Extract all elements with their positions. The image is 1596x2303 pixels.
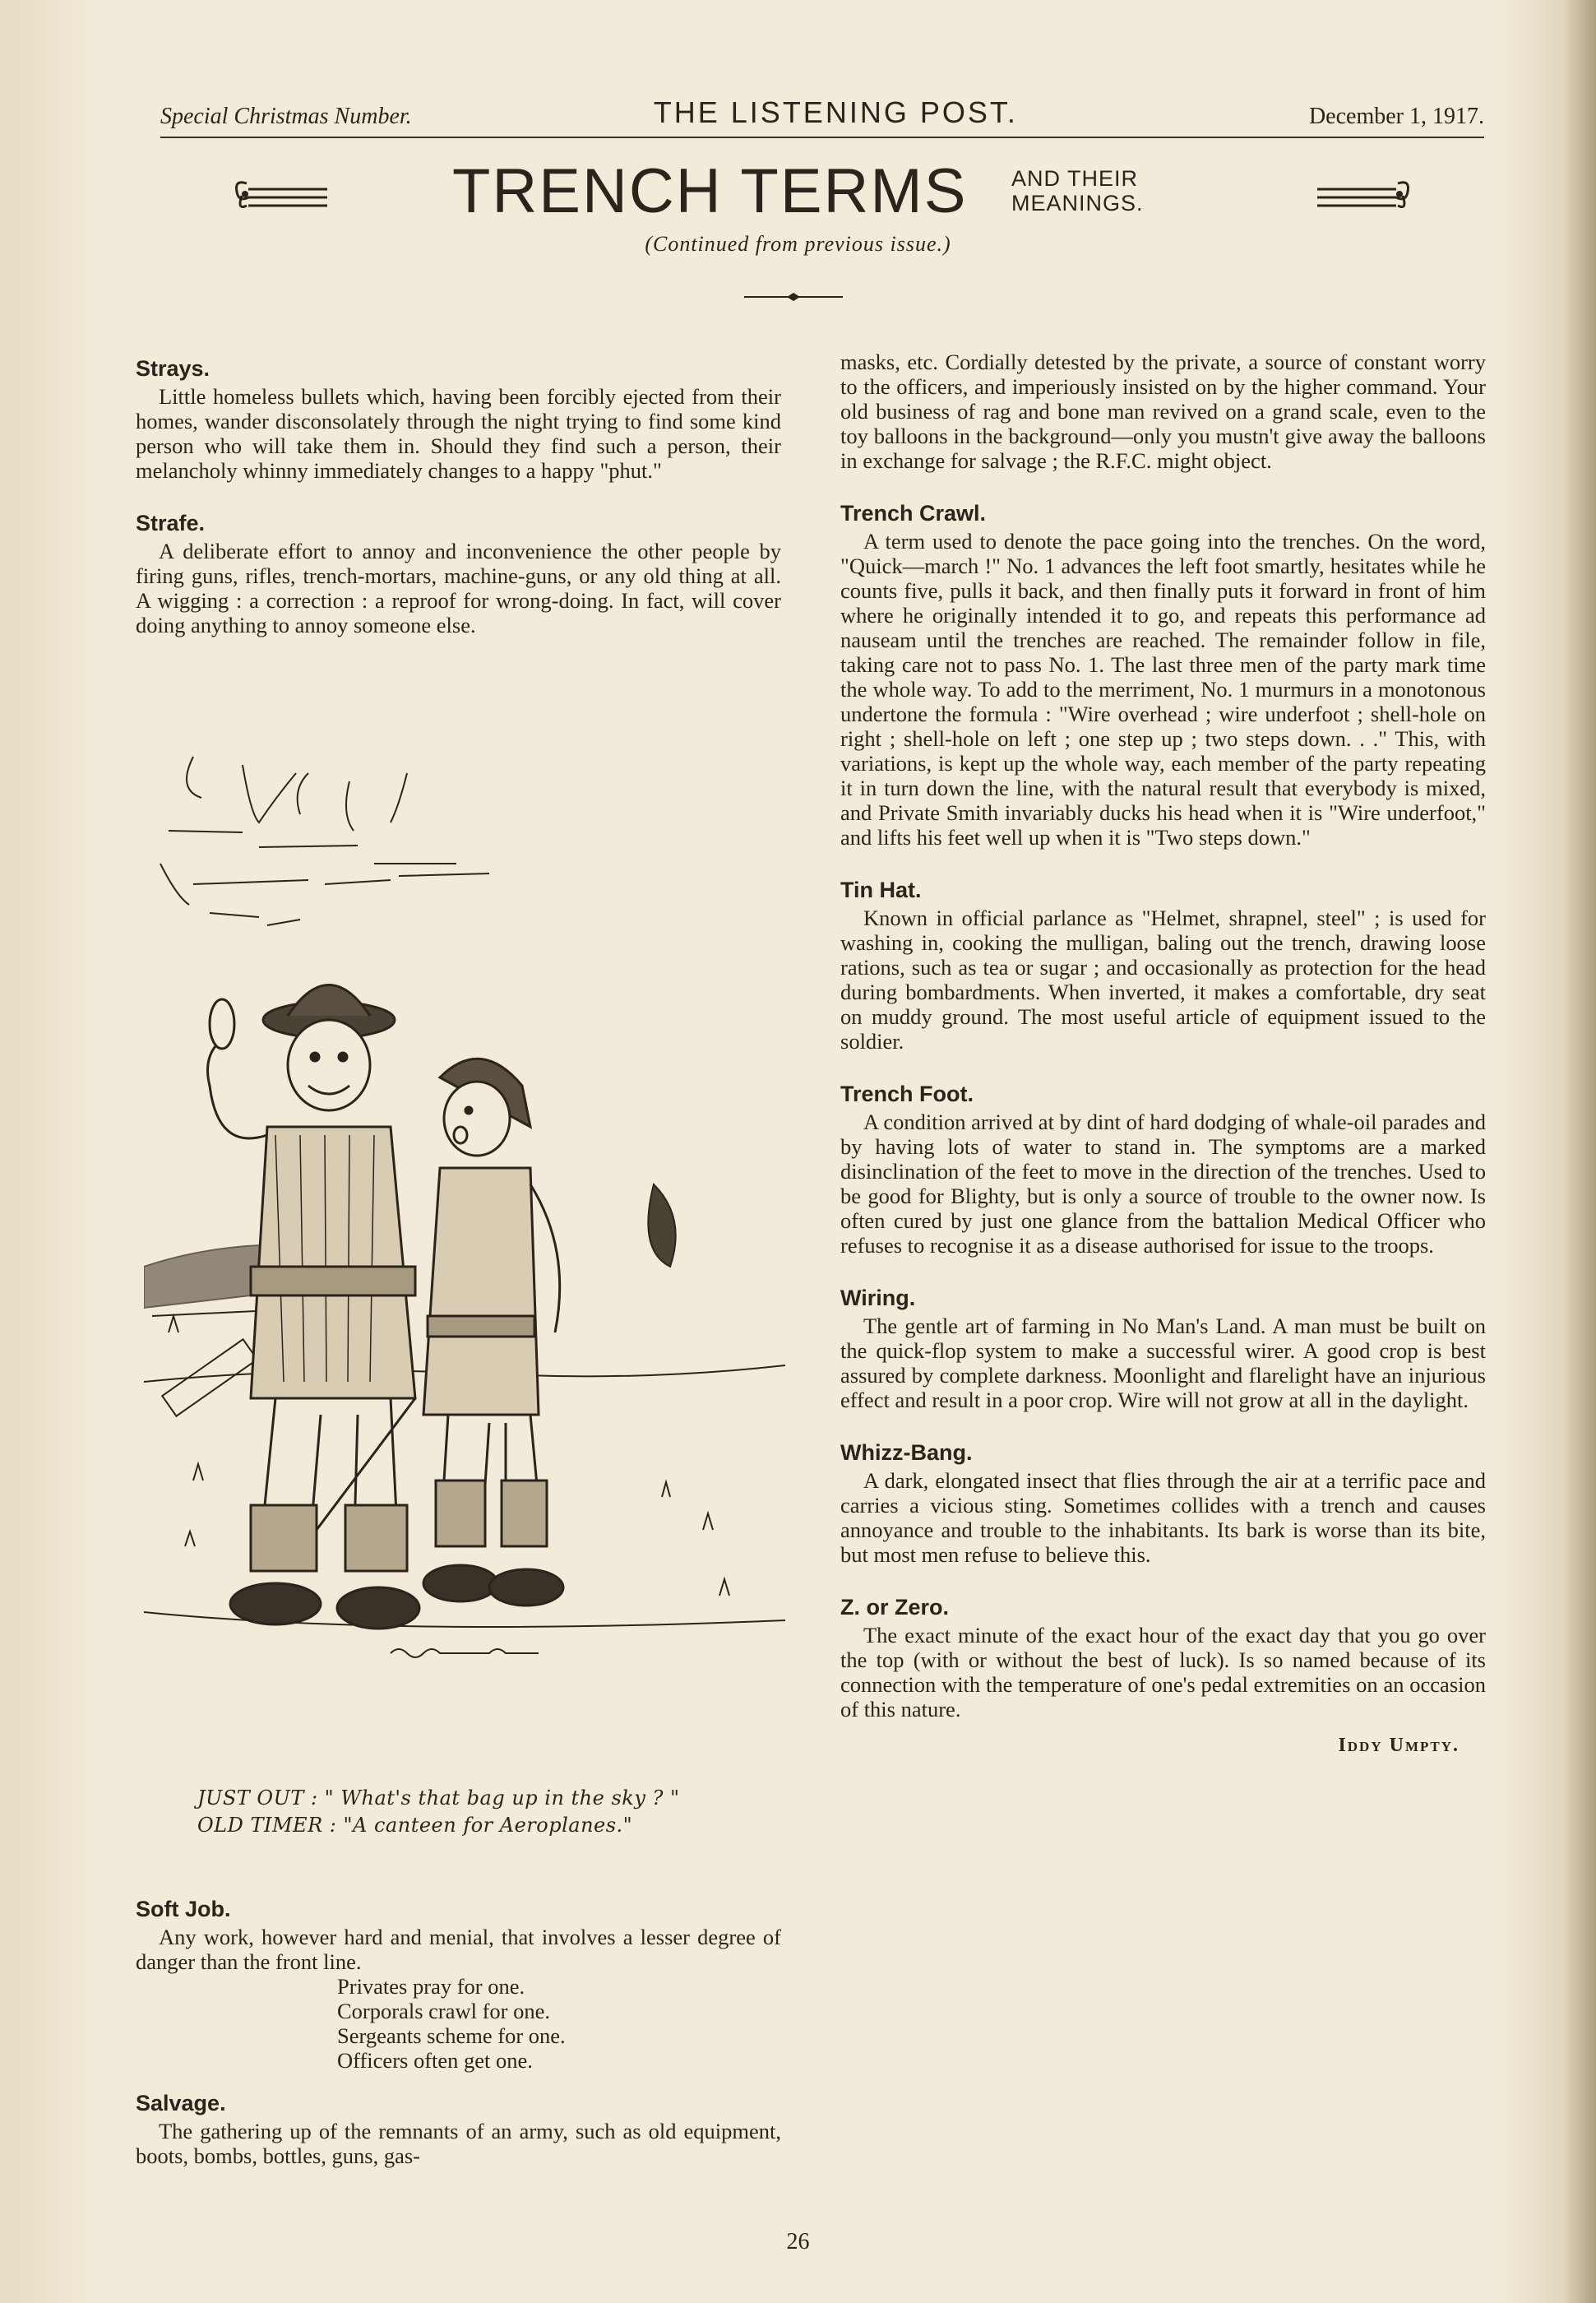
entry-term: Wiring.	[840, 1286, 916, 1310]
entry-definition: Little homeless bullets which, having been forcibly ejected from their homes, wander disconsolately through the night trying to find some kind person who will take them in. Should they find such a person, their melancholy whinny immediately changes to a happy "phut."	[136, 384, 781, 483]
page-number: 26	[786, 2229, 810, 2254]
entry-definition: A term used to denote the pace going into the trenches. On the word, "Quick—march !" No. 1 advances the left foot smartly, hesitates while he counts five, pulls it back, and then finally puts it forward in front of him where he originally intended it to go, and repeats this performance ad nauseam until the trenches are reached. The remainder follow in file, taking care not to pass No. 1. The last three men of the party mark time the whole way. To add to the merriment, No. 1 murmurs in a monotonous undertone the formula : "Wire overhead ; wire underfoot ; shell-hole on right ; shell-hole on left ; one step up ; two steps down. . ." This, with variations, is kept up the whole way, each member of the party repeating it in turn down the line, with the natural result that everybody is mixed, and Private Smith invariably ducks his head when it is "Wire underfoot," and lifts his feet well up when it is "Two steps down."	[840, 529, 1486, 850]
entry-definition: Known in official parlance as "Helmet, shrapnel, steel" ; is used for washing in, cooking the mulligan, baling out the trench, drawing loose rations, such as tea or sugar ; and occasionally as protection for the head during bombardments. When inverted, it makes a comfortable, dry seat on muddy ground. The most useful article of equipment issued to the soldier.	[840, 906, 1486, 1054]
header-date: December 1, 1917.	[1308, 104, 1484, 129]
balloon-sketch-icon	[160, 757, 489, 925]
verse-line: Corporals crawl for one.	[337, 1999, 551, 2023]
entry-term: Soft Job.	[136, 1897, 231, 1921]
salvage-continuation	[840, 350, 1486, 473]
entry-term: Tin Hat.	[840, 878, 922, 902]
glossary-entry-whizz-bang	[840, 1440, 1486, 1567]
verse-line: Privates pray for one.	[337, 1974, 525, 1999]
entry-definition: A dark, elongated insect that flies through the air at a terrific pace and carries a vicious sting. Sometimes collides with a trench and causes annoyance and trouble to the inhabitants. Its bark is worse than its bite, but most men refuse to believe this.	[840, 1468, 1486, 1567]
entry-definition: A condition arrived at by dint of hard dodging of whale-oil parades and by having lots of water to stand in. The symptoms are a marked disinclination of the feet to move in the direction of the trenches. Used to be good for Blighty, but is only a source of trouble to the owner now. Is often cured by just one glance from the battalion Medical Officer who refuses to recognise it as a disease authorised for issue to the troops.	[840, 1110, 1486, 1258]
illustration-caption	[197, 1785, 773, 1839]
header-publication-title: THE LISTENING POST.	[653, 95, 1018, 129]
entry-term: Strafe.	[136, 511, 206, 535]
running-header	[160, 89, 1484, 138]
cartoon-illustration	[144, 740, 785, 1781]
glossary-entry-trench-crawl	[840, 501, 1486, 850]
left-column-top	[136, 350, 781, 665]
entry-term: Strays.	[136, 356, 210, 381]
glossary-entry-strays	[136, 356, 781, 483]
entry-definition: A deliberate effort to annoy and inconvenience the other people by firing guns, rifles, trench-mortars, machine-guns, or any old thing at all. A wigging : a correction : a reproof for wrong-doing. In fact, will cover doing anything to annoy someone else.	[136, 539, 781, 637]
section-divider-icon	[744, 292, 843, 302]
continued-note: (Continued from previous issue.)	[645, 232, 951, 256]
scroll-ornament-right-icon	[1307, 171, 1414, 216]
right-column	[840, 350, 1486, 1758]
glossary-entry-trench-foot	[840, 1082, 1486, 1258]
glossary-entry-salvage	[136, 2091, 781, 2168]
entry-term: Z. or Zero.	[840, 1595, 950, 1620]
entry-term: Whizz-Bang.	[840, 1440, 973, 1465]
artist-signature-mark	[391, 1649, 539, 1657]
entry-definition: The exact minute of the exact hour of the exact day that you go over the top (with or without the best of luck). Is so named because of its connection with the temperature of one's pedal extremities on an occasion of this nature.	[840, 1623, 1486, 1721]
author-signature: Iddy Umpty.	[1338, 1735, 1460, 1756]
scroll-ornament-left-icon	[230, 171, 337, 216]
article-title: TRENCH TERMS	[452, 156, 968, 226]
entry-definition: Any work, however hard and menial, that involves a lesser degree of danger than the front line.	[136, 1925, 781, 1974]
entry-definition: The gathering up of the remnants of an army, such as old equipment, boots, bombs, bottles, guns, gas-	[136, 2119, 781, 2168]
caption-line-1: JUST OUT : " What's that bag up in the sky ? "	[197, 1786, 680, 1810]
verse-line: Officers often get one.	[337, 2048, 533, 2073]
subheading-line-1: AND THEIR	[1011, 166, 1139, 191]
glossary-entry-tin-hat	[840, 878, 1486, 1054]
verse-line: Sergeants scheme for one.	[337, 2023, 566, 2048]
page-edge-shadow	[1563, 0, 1596, 2303]
soldier-just-out	[423, 1059, 563, 1606]
article-title-subheading	[1011, 166, 1144, 215]
soldier-old-timer	[208, 985, 420, 1629]
caption-line-2: OLD TIMER : "A canteen for Aeroplanes."	[197, 1814, 633, 1837]
entry-term: Trench Crawl.	[840, 501, 987, 526]
entry-term: Salvage.	[136, 2091, 226, 2115]
left-column-bottom	[136, 1890, 781, 2196]
glossary-entry-wiring	[840, 1286, 1486, 1412]
header-issue-label: Special Christmas Number.	[160, 104, 412, 129]
glossary-entry-strafe	[136, 511, 781, 637]
soft-job-verse	[337, 1974, 781, 2073]
entry-definition-continued: masks, etc. Cordially detested by the private, a source of constant worry to the officers, and imperiously insisted on by the higher command. Your old business of rag and bone man revived on a grand scale, even to the toy balloons in the background—only you mustn't give away the balloons in exchange for salvage ; the R.F.C. might object.	[840, 350, 1486, 473]
glossary-entry-zero	[840, 1595, 1486, 1721]
entry-term: Trench Foot.	[840, 1082, 974, 1106]
glossary-entry-soft-job	[136, 1897, 781, 2073]
entry-definition: The gentle art of farming in No Man's Land. A man must be built on the quick-flop system to make a successful wirer. A good crop is best assured by complete darkness. Moonlight and flarelight have an injurious effect and result in a poor crop. Wire will not grow at all in the daylight.	[840, 1314, 1486, 1412]
subheading-line-2: MEANINGS.	[1011, 191, 1144, 215]
article-title-block	[230, 155, 1414, 229]
